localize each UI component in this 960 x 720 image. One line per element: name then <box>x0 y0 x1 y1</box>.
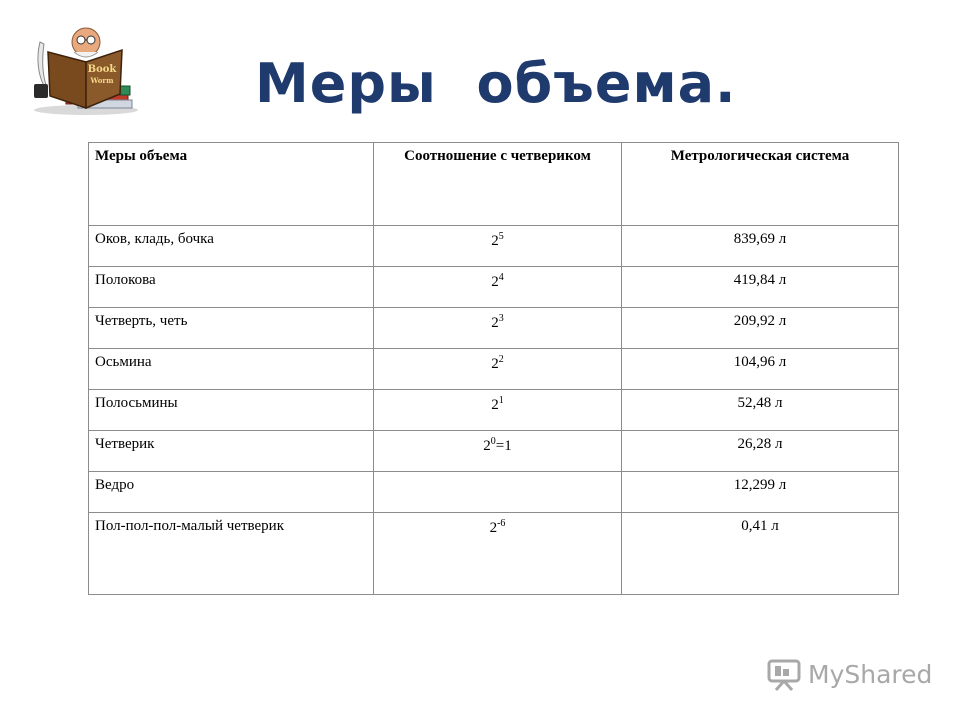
ratio-base: 2 <box>483 438 491 454</box>
myshared-watermark <box>766 656 932 692</box>
ratio-exponent: 3 <box>498 313 504 324</box>
metric-value: 839,69 л <box>622 226 899 267</box>
bookworm-clipart <box>26 22 144 118</box>
ratio-exponent: 0 <box>490 436 496 447</box>
ratio-cell <box>374 513 622 595</box>
ratio-base: 2 <box>491 233 499 249</box>
svg-text:Book: Book <box>87 64 117 75</box>
ratio-exponent: 2 <box>498 354 504 365</box>
ratio-cell <box>374 349 622 390</box>
table-row <box>89 267 899 308</box>
ratio-base: 2 <box>491 356 499 372</box>
ratio-exponent: 5 <box>498 231 504 242</box>
measure-name: Пол-пол-пол-малый четверик <box>89 513 374 595</box>
table-row <box>89 390 899 431</box>
metric-value: 26,28 л <box>622 431 899 472</box>
header-metric-system: Метрологическая система <box>622 143 899 226</box>
measure-name: Четверик <box>89 431 374 472</box>
table-row <box>89 431 899 472</box>
measure-name: Полосьмины <box>89 390 374 431</box>
table-row <box>89 472 899 513</box>
header-measures: Меры объема <box>89 143 374 226</box>
metric-value: 0,41 л <box>622 513 899 595</box>
ratio-exponent: 4 <box>498 272 504 283</box>
ratio-exponent: 1 <box>498 395 504 406</box>
ratio-exponent: -6 <box>497 518 506 529</box>
ratio-base: 2 <box>491 397 499 413</box>
ratio-base: 2 <box>491 315 499 331</box>
metric-value: 12,299 л <box>622 472 899 513</box>
ratio-base: 2 <box>489 520 498 536</box>
measure-name: Ведро <box>89 472 374 513</box>
table-row <box>89 349 899 390</box>
measure-name: Оков, кладь, бочка <box>89 226 374 267</box>
projector-icon <box>766 657 802 691</box>
ratio-cell <box>374 267 622 308</box>
volume-measures-table <box>88 142 899 595</box>
watermark-text: MyShared <box>808 659 933 689</box>
ratio-cell <box>374 472 622 513</box>
measure-name: Полокова <box>89 267 374 308</box>
svg-text:Worm: Worm <box>90 76 114 85</box>
ratio-cell <box>374 431 622 472</box>
metric-value: 104,96 л <box>622 349 899 390</box>
header-ratio: Соотношение с четвериком <box>374 143 622 226</box>
ratio-base: 2 <box>491 274 499 290</box>
table-row <box>89 513 899 595</box>
metric-value: 209,92 л <box>622 308 899 349</box>
ratio-cell <box>374 390 622 431</box>
ratio-cell <box>374 226 622 267</box>
table-row <box>89 308 899 349</box>
measure-name: Четверть, четь <box>89 308 374 349</box>
ratio-suffix: =1 <box>495 438 512 454</box>
table-row <box>89 226 899 267</box>
metric-value: 52,48 л <box>622 390 899 431</box>
measure-name: Осьмина <box>89 349 374 390</box>
table-header-row <box>89 143 899 226</box>
ratio-cell <box>374 308 622 349</box>
slide-title: Меры объема. <box>255 52 737 115</box>
metric-value: 419,84 л <box>622 267 899 308</box>
